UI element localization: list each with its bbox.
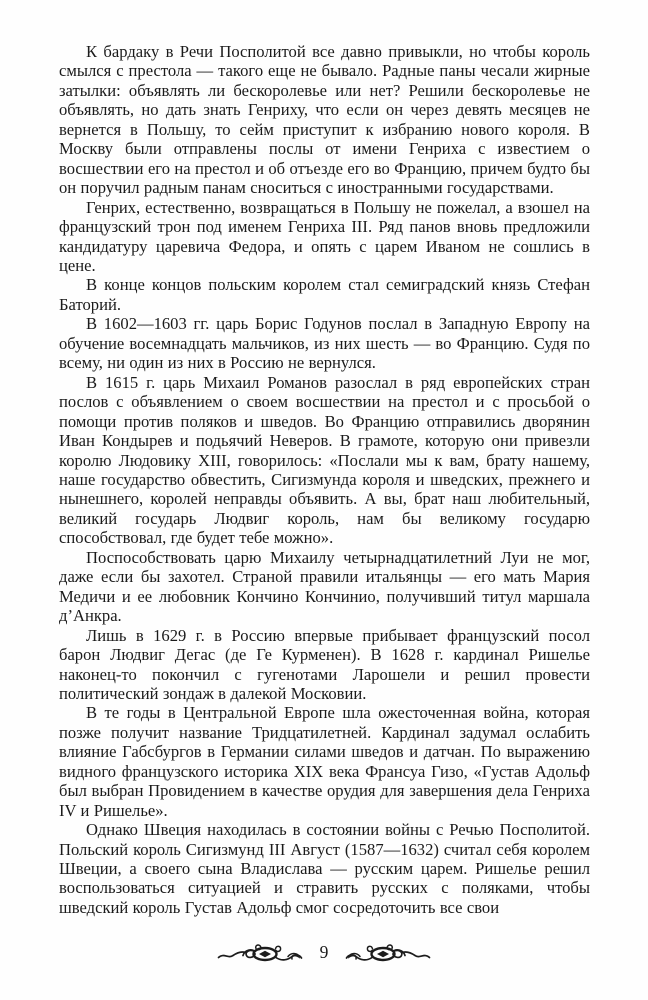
paragraph: Лишь в 1629 г. в Россию впервые прибывает французский посол барон Людвиг Дегас (де Ге Курменен). В 1628 г. кардинал Ришелье наконец-то покончил с гугенотами Ларошели и решил провести политический зондаж в далекой Московии.: [59, 625, 590, 703]
flourish-left-icon: [217, 943, 305, 965]
paragraph: В конце концов польским королем стал семиградский князь Стефан Баторий.: [59, 275, 590, 314]
paragraph: В 1615 г. царь Михаил Романов разослал в ряд европейских стран послов с объявлением о своем восшествии на престол и с просьбой о помощи против поляков и шведов. Во Францию отправились дворянин Иван Кондырев и подьячий Неверов. В грамоте, которую они привезли королю Людовику XIII, говорилось: «Послали мы к вам, брату нашему, наше государство обвестить, Сигизмунда короля и шведских, прежнего и нынешнего, королей неправды объявить. А вы, брат наш любительный, великий государь Людвиг король, нам бы великому государю способствовал, где будет тебе можно».: [59, 372, 590, 548]
paragraph: К бардаку в Речи Посполитой все давно привыкли, но чтобы король смылся с престола — такого еще не бывало. Радные паны чесали жирные затылки: объявлять ли бескоролевье или нет? Решили бескоролевье не объявлять, но дать знать Генриху, что если он через девять месяцев не вернется в Польшу, то сейм приступит к избранию нового короля. В Москву были отправлены послы от имени Генриха с известием о восшествии его на престол и об отъезде его во Францию, причем будто бы он поручил радным панам сноситься с иностранными государствами.: [59, 42, 590, 198]
paragraph: В те годы в Центральной Европе шла ожесточенная война, которая позже получит название Тридцатилетней. Кардинал задумал ослабить влияние Габсбургов в Германии силами шведов и датчан. По выражению видного французского историка XIX века Франсуа Гизо, «Густав Адольф был выбран Провидением в качестве орудия для завершения дела Генриха IV и Ришелье».: [59, 703, 590, 820]
flourish-right-icon: [343, 943, 431, 965]
paragraph: Генрих, естественно, возвращаться в Польшу не пожелал, а взошел на французский трон под именем Генриха III. Ряд панов вновь предложили кандидатуру царевича Федора, и опять с царем Иваном не сошлись в цене.: [59, 197, 590, 275]
page-number: 9: [319, 942, 329, 963]
paragraph: В 1602—1603 гг. царь Борис Годунов послал в Западную Европу на обучение восемнадцать мальчиков, из них шесть — во Францию. Судя по всему, ни один из них в Россию не вернулся.: [59, 314, 590, 373]
paragraph: Однако Швеция находилась в состоянии войны с Речью Посполитой. Польский король Сигизмунд III Август (1587—1632) считал себя королем Швеции, а своего сына Владислава — русским царем. Ришелье решил воспользоваться ситуацией и стравить русских с поляками, чтобы шведский король Густав Адольф смог сосредоточить все свои: [59, 820, 590, 917]
page-footer: [0, 941, 648, 967]
page-text: [59, 42, 590, 917]
paragraph: Поспособствовать царю Михаилу четырнадцатилетний Луи не мог, даже если бы захотел. Страной правили итальянцы — его мать Мария Медичи и ее любовник Кончино Кончинио, получивший титул маршала д’Анкра.: [59, 547, 590, 626]
